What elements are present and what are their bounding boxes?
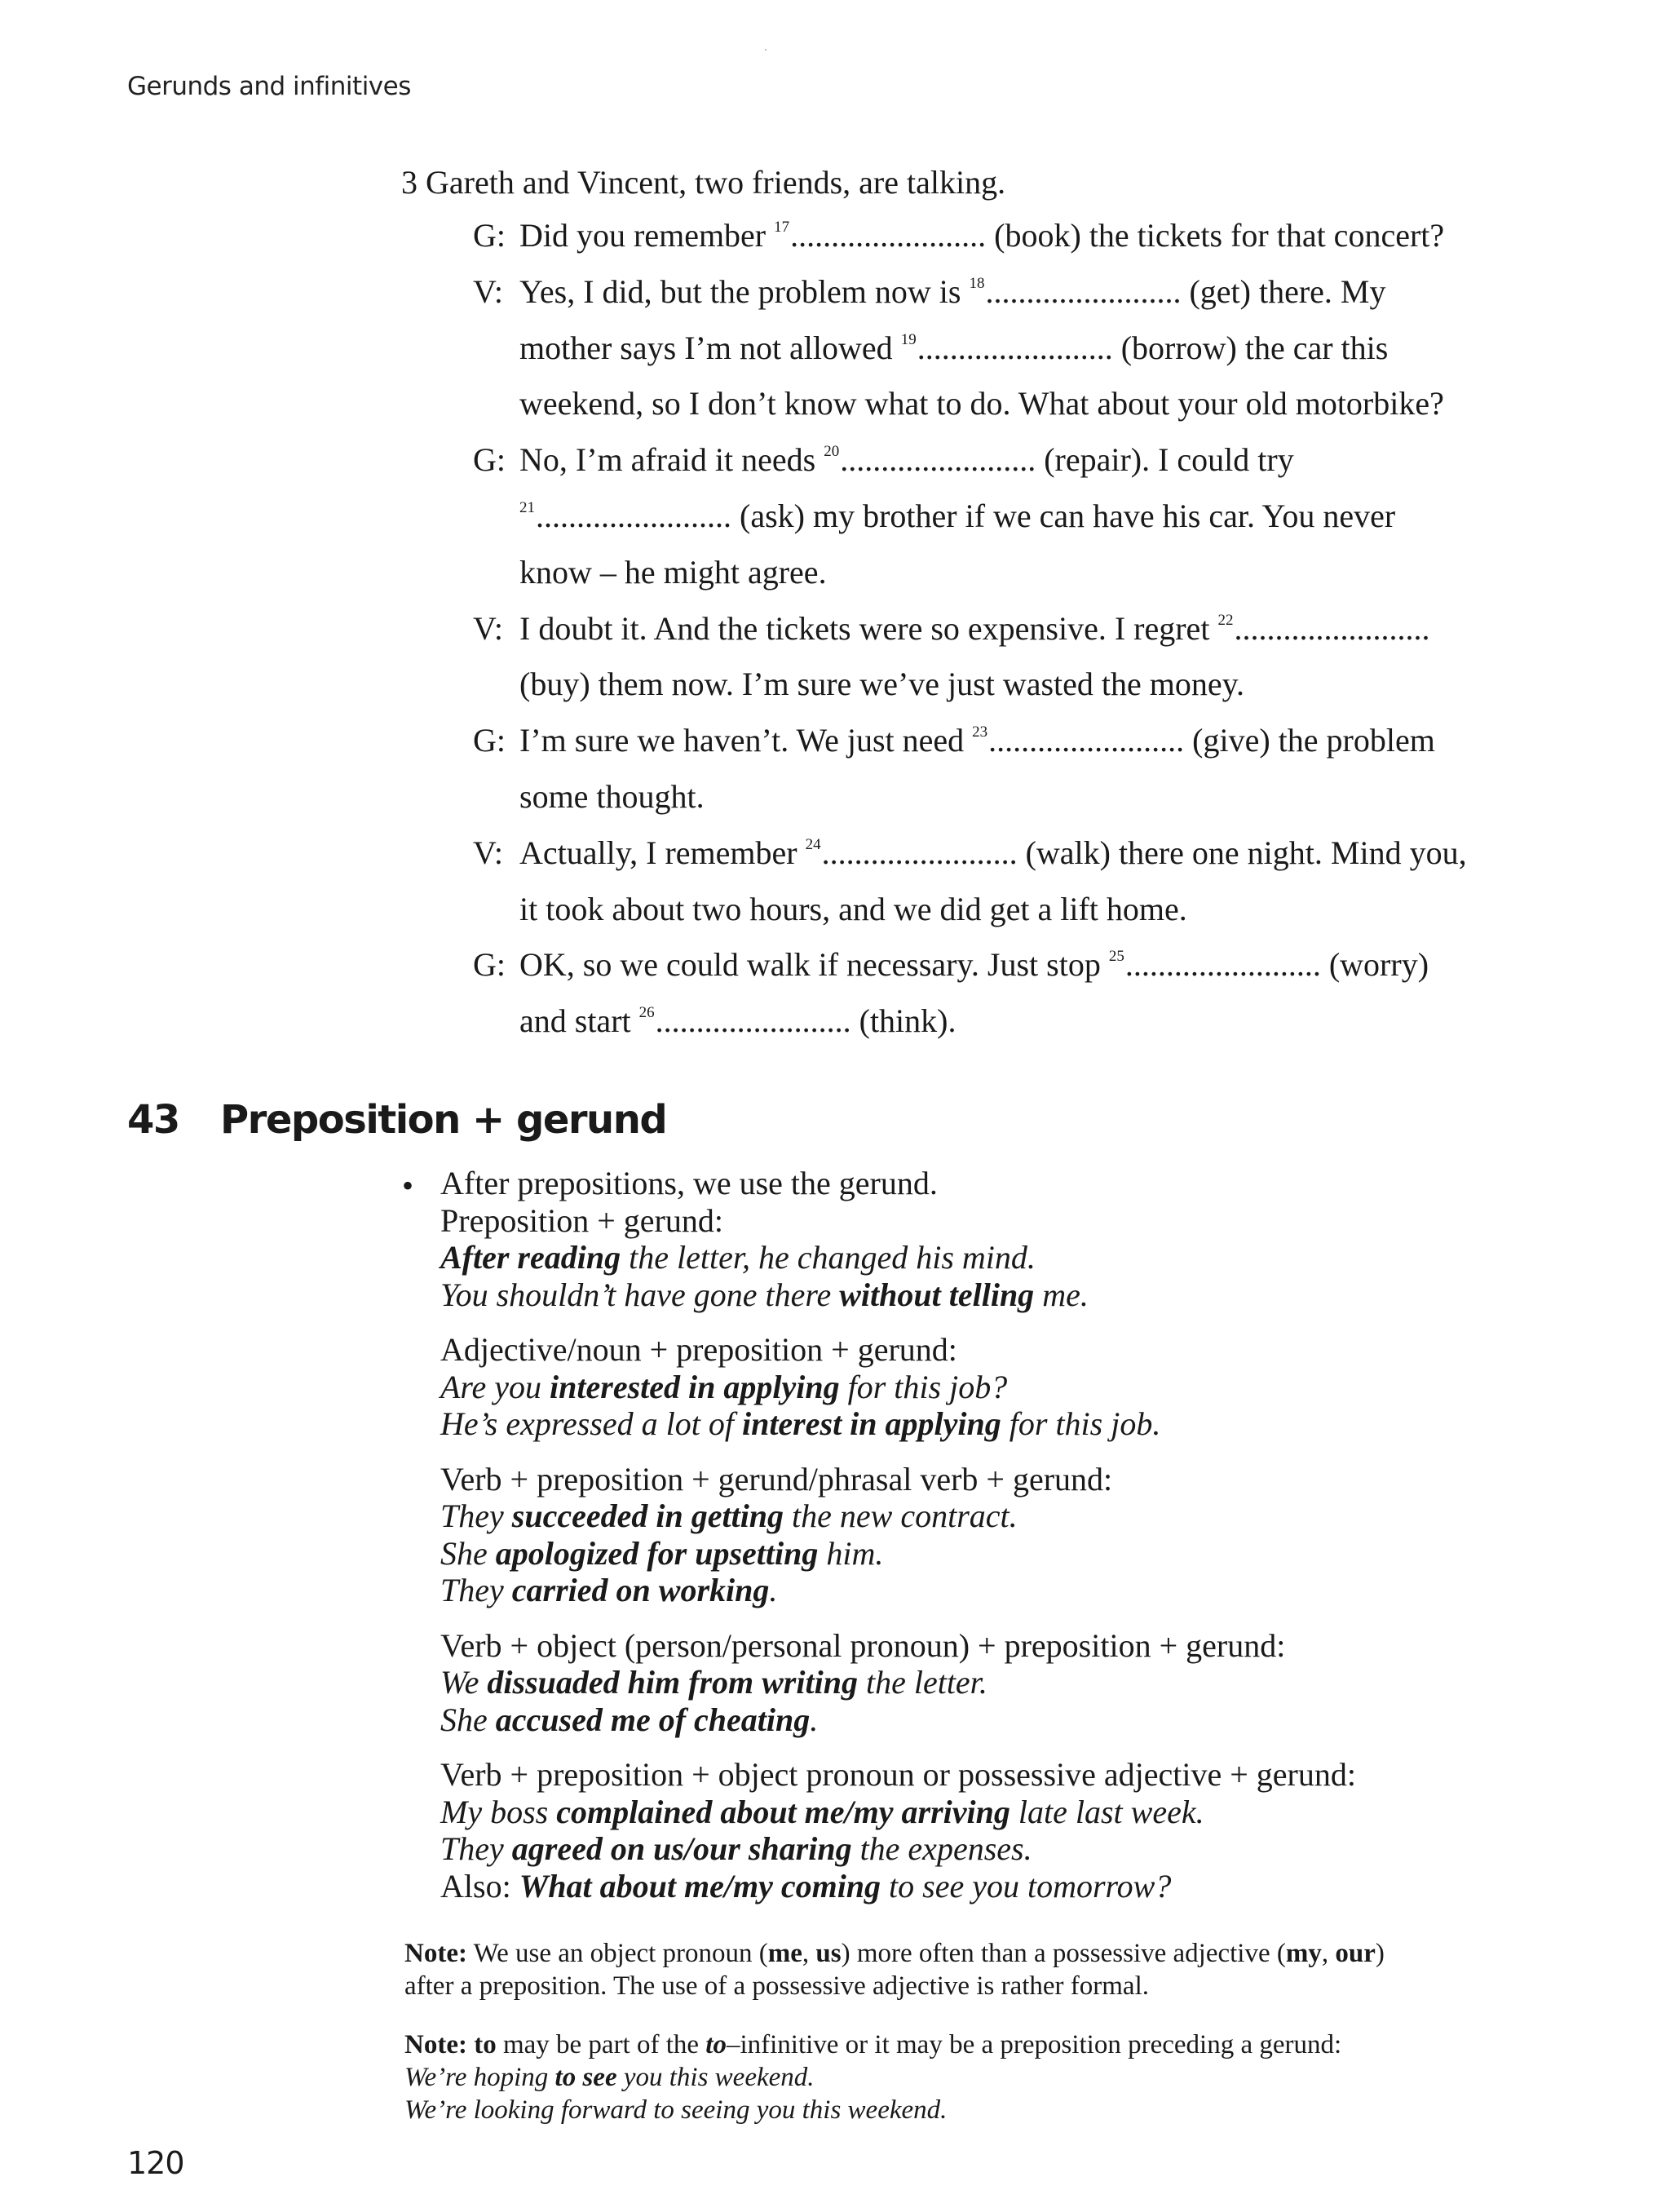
dialogue-line [473,545,1606,601]
bullet-point: • [402,1167,414,1204]
italic-text: for this job? [839,1368,1008,1405]
page-number: 120 [127,2145,184,2181]
bold-text: without telling [839,1276,1035,1313]
example-sentence [440,1239,1623,1276]
bold-text: to see [554,2063,617,2092]
plain-text: may be part of the [496,2030,706,2059]
example-sentence [440,1572,1623,1609]
rule-text: After prepositions, we use the gerund. [440,1165,938,1201]
italic-text: We [440,1664,488,1701]
dialogue-line [473,376,1606,432]
dialogue-text-segment: Did you remember [519,217,775,254]
gap-and-prompt: ........................ (book) the tickets for that concert? [790,217,1445,254]
bold-text: interest in applying [741,1405,1001,1442]
dialogue-text [519,601,1429,664]
italic-text: She [440,1701,496,1738]
gap-and-prompt: ........................ (think). [655,1002,956,1040]
dialogue-text [519,264,1386,327]
dialogue-text [519,545,827,601]
example-sentence [440,1498,1623,1535]
italic-text: the new contract. [784,1498,1018,1534]
exercise-dialogue [473,208,1606,1050]
note-bold-text: us [815,1939,842,1968]
dialogue-line [473,657,1606,713]
italic-text: . [769,1572,778,1608]
dialogue-text-segment: Actually, I remember [519,834,806,871]
speaker-label: G: [473,217,506,254]
bold-text: apologized for upsetting [495,1534,819,1572]
italic-text: They [440,1498,512,1534]
dialogue-line [473,264,1606,321]
gap-and-prompt: ........................ (walk) there one night. Mind you, [821,834,1467,871]
example-sentence [440,1868,1623,1905]
bold-text: succeeded in getting [511,1498,784,1534]
rule-block [440,1756,1623,1905]
gap-and-prompt: ........................ [1234,609,1430,647]
italic-text: for this job. [1001,1405,1161,1442]
bold-text: interested in applying [550,1368,840,1405]
rule-text: Verb + preposition + object pronoun or possessive adjective + gerund: [440,1756,1356,1793]
note-block [404,1937,1611,2002]
gap-and-prompt: ........................ (get) there. My [985,272,1386,310]
example-sentence [440,1701,1623,1739]
dialogue-line [473,489,1606,545]
gap-and-prompt: ........................ (ask) my brother if we can have his car. You never [536,497,1396,534]
gap-and-prompt: ........................ (give) the problem [988,722,1435,759]
section-number: 43 [127,1097,179,1143]
plain-text: ) [1375,1939,1385,1968]
note-bold-text: me [767,1939,802,1968]
dialogue-text [519,208,1444,271]
gap-and-prompt: ........................ (repair). I could try [840,441,1294,479]
dialogue-text [519,825,1467,888]
dialogue-line [473,882,1606,938]
dialogue-text-segment: and start [519,1002,639,1040]
example-sentence [440,1535,1623,1573]
italic-text: She [440,1534,496,1572]
dialogue-text [519,769,705,825]
dialogue-text [519,937,1429,1000]
plain-text: after a preposition. The use of a possessive adjective is rather formal. [404,1971,1149,2001]
dialogue-line [473,993,1606,1050]
dialogue-text-segment: mother says I’m not allowed [519,329,901,366]
italic-text: He’s expressed a lot of [440,1405,742,1442]
note-line [404,1937,1611,1970]
italic-text: to see you tomorrow? [881,1867,1172,1905]
speaker-label: G: [473,946,506,984]
dialogue-text-segment: it took about two hours, and we did get a lift home. [519,890,1187,927]
dialogue-line [473,432,1606,489]
bold-text: carried on working [511,1572,770,1608]
bold-text: What about me/my coming [519,1867,881,1905]
running-header: Gerunds and infinitives [127,72,411,101]
speaker-label: G: [473,722,506,759]
dialogue-line [473,208,1606,264]
dialogue-line [473,825,1606,882]
gap-number: 18 [969,274,985,292]
plain-text: , [1321,1939,1336,1968]
note-line [404,2094,1611,2126]
gap-and-prompt: ........................ (borrow) the car this [917,329,1389,366]
speaker-label: V: [473,834,504,871]
italic-text: Are you [440,1368,550,1405]
note-line [404,2028,1611,2061]
note-bold-text: our [1335,1939,1376,1968]
dialogue-line [473,713,1606,769]
gap-number: 26 [638,1004,655,1022]
speaker-label: V: [473,272,504,310]
gap-number: 17 [774,219,790,236]
dialogue-text-segment: I doubt it. And the tickets were so expensive. I regret [519,609,1218,647]
dialogue-text-segment: weekend, so I don’t know what to do. What about your old motorbike? [519,385,1444,422]
italic-text: the letter. [857,1664,987,1701]
bold-text: dissuaded him from writing [487,1664,858,1701]
note-block [404,2028,1611,2126]
bold-text: to [705,2030,727,2059]
rule-block [440,1627,1623,1739]
italic-text: the expenses. [851,1830,1032,1867]
bold-text: agreed on us/our sharing [511,1830,852,1867]
italic-text: . [810,1701,819,1738]
dialogue-line [473,769,1606,825]
section-title: Preposition + gerund [220,1097,667,1143]
dialogue-text-segment: No, I’m afraid it needs [519,441,824,479]
gap-number: 25 [1108,948,1124,966]
plain-text: , [802,1939,816,1968]
dialogue-text [519,321,1388,383]
rule-block [440,1461,1623,1609]
gap-number: 21 [519,498,535,516]
italic-text: late last week. [1010,1793,1204,1830]
gap-number: 22 [1217,611,1234,629]
italic-text: We’re looking forward to seeing you this weekend. [404,2095,948,2125]
dialogue-line [473,937,1606,993]
example-sentence [440,1405,1623,1443]
italic-text: They [440,1572,512,1608]
bold-text: complained about me/my arriving [556,1793,1010,1830]
grammar-rules [440,1165,1623,1922]
italic-text: We’re hoping [404,2063,555,2092]
note-line [404,2061,1611,2094]
dialogue-text [519,993,956,1056]
dialogue-line [473,601,1606,657]
dialogue-text-segment: know – he might agree. [519,553,827,591]
gap-and-prompt: ........................ (worry) [1124,946,1429,984]
dialogue-text [519,882,1187,938]
bold-text: After reading [440,1239,621,1276]
dialogue-text [519,489,1395,551]
example-sentence [440,1369,1623,1406]
example-sentence [440,1794,1623,1831]
gap-number: 19 [900,330,917,348]
plain-text: ) more often than a possessive adjective ( [841,1939,1286,1968]
gap-number: 23 [972,723,988,741]
italic-text: the letter, he changed his mind. [621,1239,1036,1276]
italic-text: you this weekend. [616,2063,815,2092]
plain-text: –infinitive or it may be a preposition preceding a gerund: [726,2030,1342,2059]
italic-text: me. [1034,1276,1089,1313]
dialogue-text [519,432,1294,495]
rule-text: Adjective/noun + preposition + gerund: [440,1331,957,1368]
plain-text: Also: [440,1867,519,1905]
dialogue-text [519,657,1244,713]
italic-text: My boss [440,1793,557,1830]
rule-block [440,1165,1623,1313]
italic-text: You shouldn’t have gone there [440,1276,840,1313]
scan-speck [765,49,767,51]
italic-text: him. [818,1534,884,1572]
example-sentence [440,1276,1623,1314]
dialogue-text-segment: (buy) them now. I’m sure we’ve just wasted the money. [519,666,1245,703]
dialogue-text-segment: I’m sure we haven’t. We just need [519,722,973,759]
dialogue-text-segment: OK, so we could walk if necessary. Just stop [519,946,1109,984]
example-sentence [440,1664,1623,1701]
exercise-intro: 3 Gareth and Vincent, two friends, are talking. [401,164,1006,201]
dialogue-text-segment: some thought. [519,777,705,815]
note-line [404,1970,1611,2002]
gap-number: 20 [824,443,840,461]
speaker-label: V: [473,609,504,647]
rule-text: Verb + preposition + gerund/phrasal verb + gerund: [440,1460,1113,1498]
note-bold-text: Note: [404,1939,467,1968]
rule-text: Verb + object (person/personal pronoun) + preposition + gerund: [440,1626,1286,1664]
italic-text: They [440,1830,512,1867]
dialogue-text [519,713,1435,776]
note-bold-text: Note: to [404,2030,497,2059]
dialogue-line [473,321,1606,377]
dialogue-text [519,376,1444,432]
dialogue-text-segment: Yes, I did, but the problem now is [519,272,970,310]
note-bold-text: my [1285,1939,1322,1968]
rule-text: Preposition + gerund: [440,1201,723,1239]
speaker-label: G: [473,441,506,479]
bold-text: accused me of cheating [495,1701,811,1738]
rule-block [440,1331,1623,1443]
gap-number: 24 [805,835,821,853]
example-sentence [440,1830,1623,1868]
plain-text: We use an object pronoun ( [466,1939,768,1968]
